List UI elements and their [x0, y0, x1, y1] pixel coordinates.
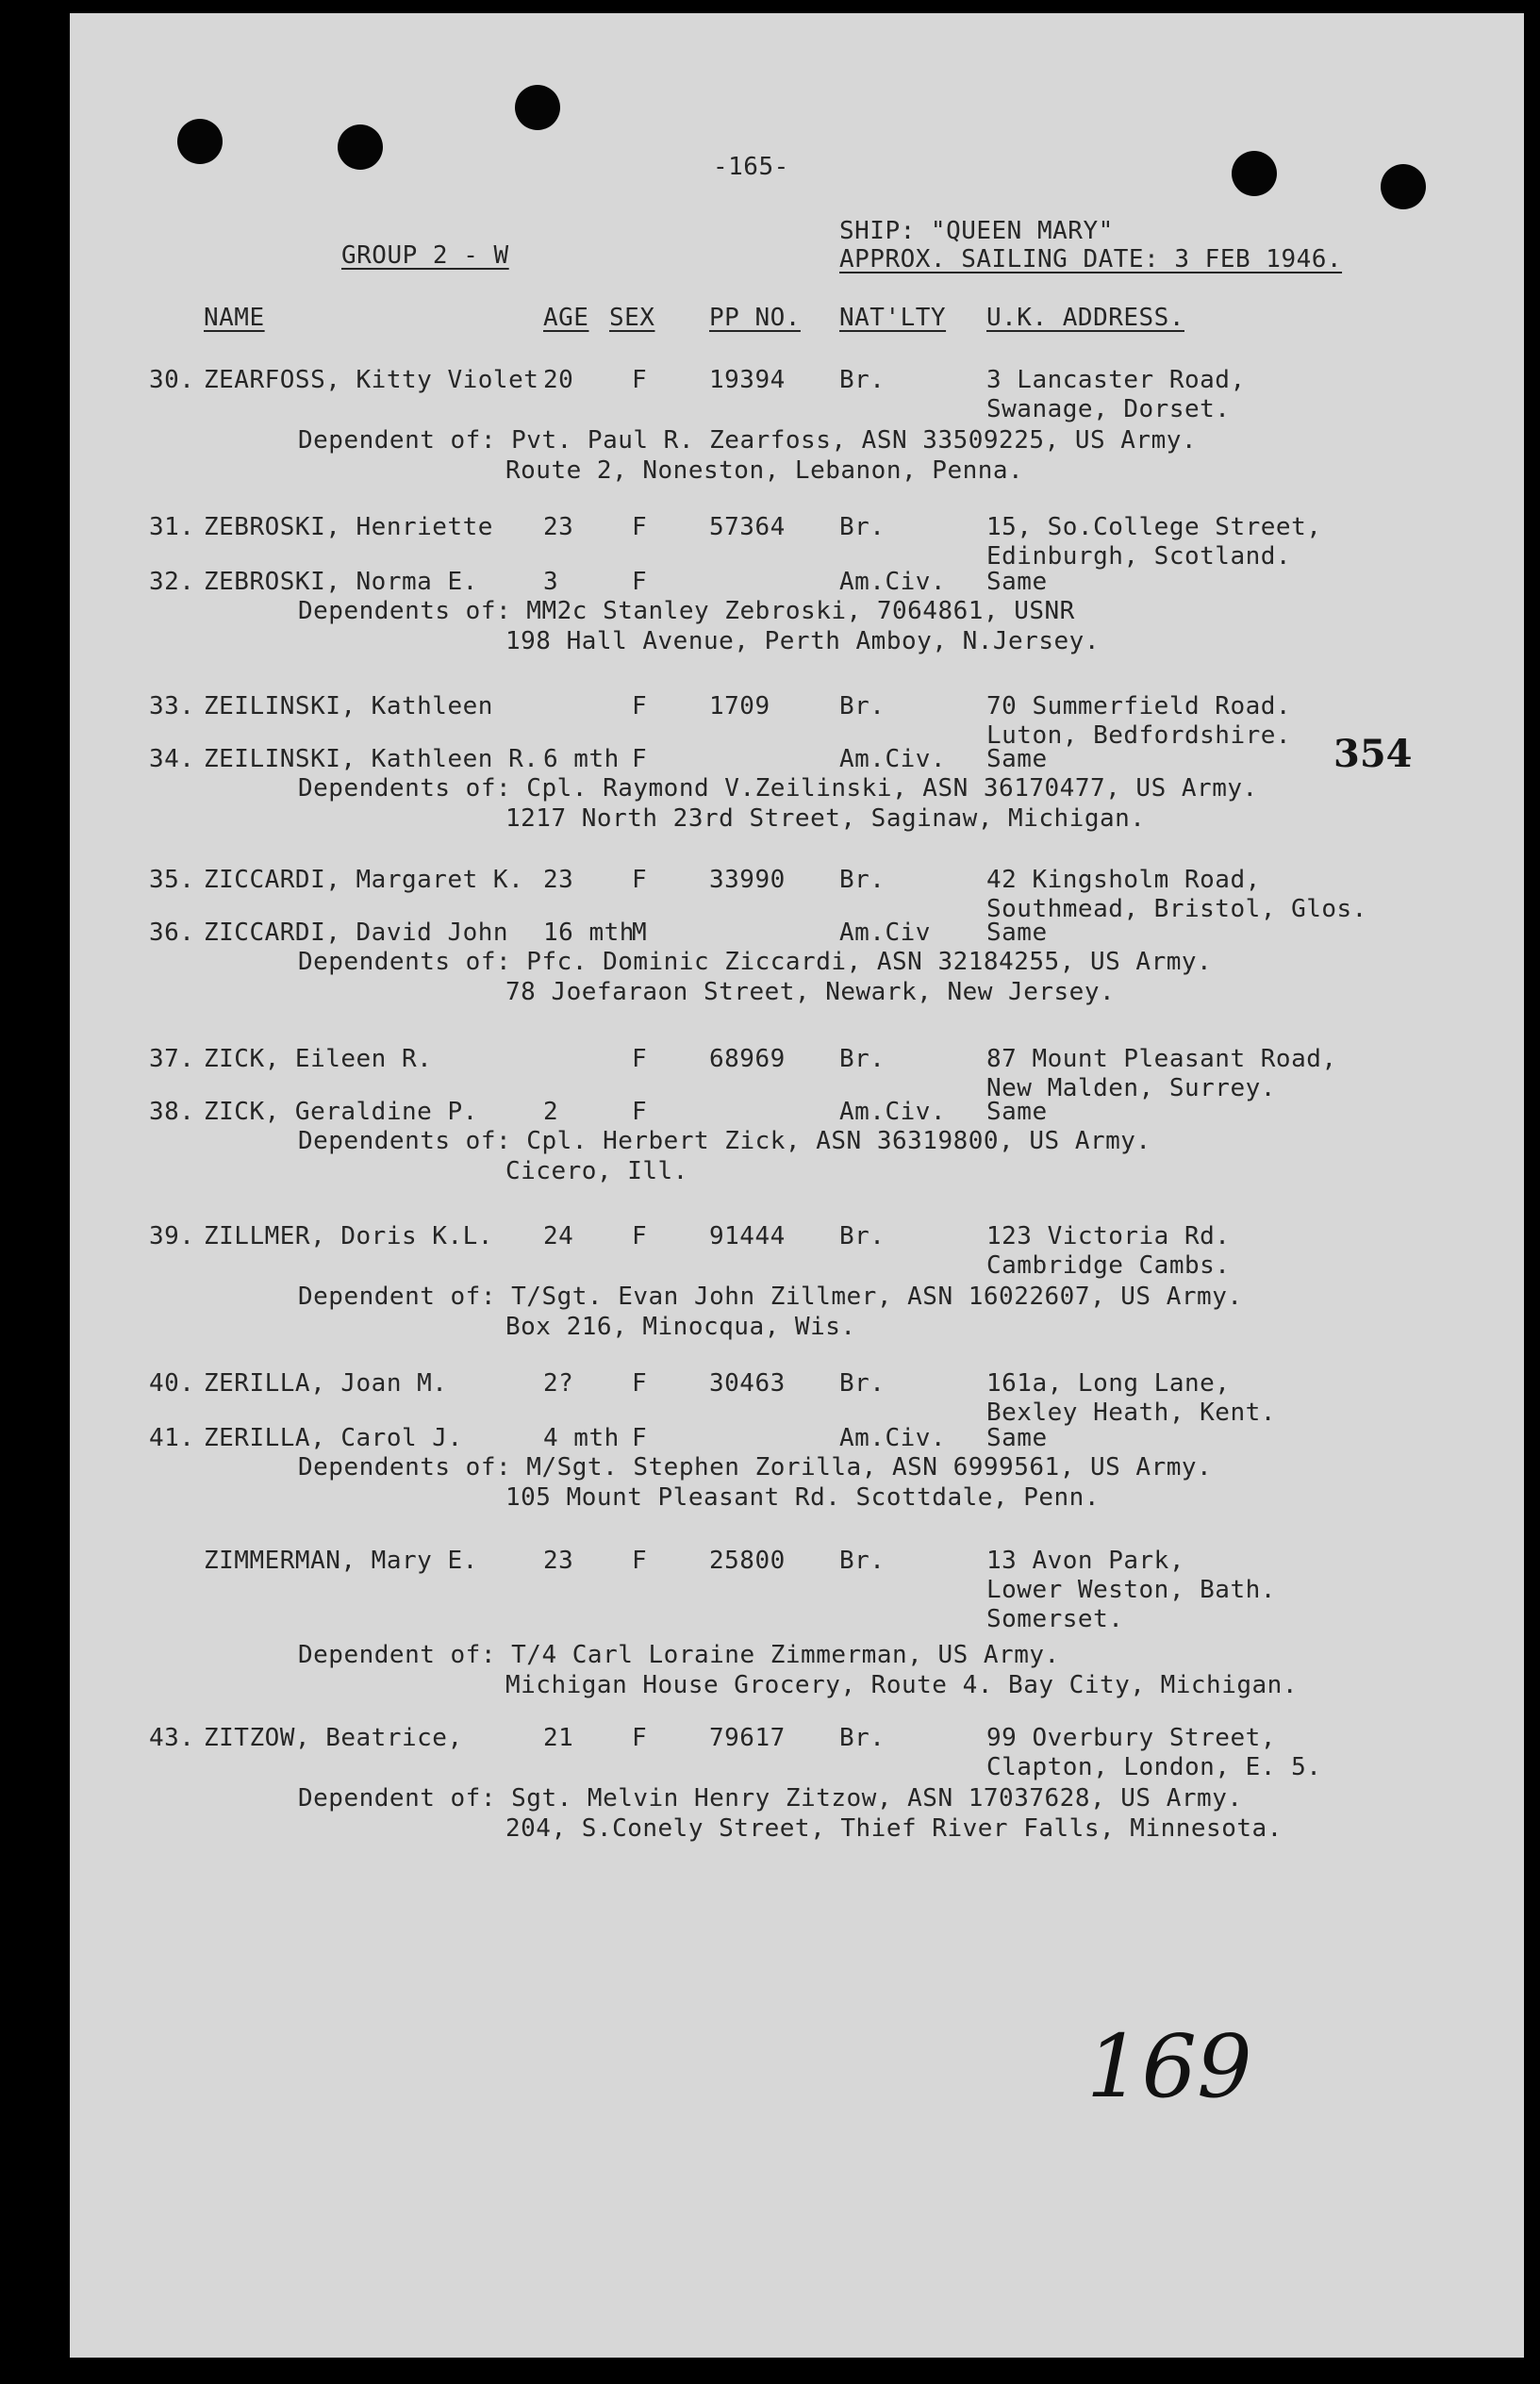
- col-pp-no: PP NO.: [709, 304, 801, 332]
- passenger-name: ZICCARDI, Margaret K.: [204, 866, 524, 894]
- uk-address-line: Somerset.: [986, 1605, 1124, 1633]
- passenger-age: 2?: [543, 1369, 574, 1398]
- dependent-address-line: Cicero, Ill.: [505, 1157, 688, 1185]
- col-uk-address: U.K. ADDRESS.: [986, 304, 1184, 332]
- row-number: 43.: [149, 1724, 195, 1752]
- uk-address-line: Clapton, London, E. 5.: [986, 1753, 1322, 1781]
- passenger-sex: F: [632, 1724, 648, 1752]
- nationality: Br.: [839, 1724, 886, 1752]
- nationality: Am.Civ: [839, 919, 931, 947]
- passport-number: 19394: [709, 366, 786, 394]
- ship-name: SHIP: "QUEEN MARY": [839, 217, 1114, 245]
- passenger-age: 24: [543, 1222, 574, 1250]
- row-number: 37.: [149, 1045, 195, 1073]
- passenger-name: ZERILLA, Carol J.: [204, 1424, 463, 1452]
- uk-address-line: Edinburgh, Scotland.: [986, 542, 1292, 571]
- nationality: Am.Civ.: [839, 1098, 947, 1126]
- punch-hole: [515, 85, 560, 130]
- nationality: Am.Civ.: [839, 745, 947, 773]
- row-number: 31.: [149, 513, 195, 541]
- passenger-age: 2: [543, 1098, 559, 1126]
- dependent-of-line: Dependents of: Pfc. Dominic Ziccardi, ASN 32184255, US Army.: [298, 948, 1213, 976]
- dependent-address-line: 105 Mount Pleasant Rd. Scottdale, Penn.: [505, 1483, 1100, 1512]
- row-number: 39.: [149, 1222, 195, 1250]
- passport-number: 57364: [709, 513, 786, 541]
- passenger-age: 23: [543, 513, 574, 541]
- passenger-name: ZEILINSKI, Kathleen R.: [204, 745, 539, 773]
- passport-number: 79617: [709, 1724, 786, 1752]
- nationality: Br.: [839, 366, 886, 394]
- passenger-sex: F: [632, 692, 648, 720]
- dependent-of-line: Dependents of: M/Sgt. Stephen Zorilla, ASN 6999561, US Army.: [298, 1453, 1213, 1482]
- uk-address-line: Cambridge Cambs.: [986, 1251, 1231, 1280]
- uk-address-line: Same: [986, 1424, 1048, 1452]
- nationality: Br.: [839, 1045, 886, 1073]
- nationality: Br.: [839, 513, 886, 541]
- dependent-of-line: Dependents of: Cpl. Raymond V.Zeilinski, ASN 36170477, US Army.: [298, 774, 1258, 803]
- dependent-of-line: Dependent of: Sgt. Melvin Henry Zitzow, ASN 17037628, US Army.: [298, 1784, 1243, 1813]
- dependent-of-line: Dependents of: Cpl. Herbert Zick, ASN 36319800, US Army.: [298, 1127, 1151, 1155]
- passenger-sex: F: [632, 1098, 648, 1126]
- passenger-age: 21: [543, 1724, 574, 1752]
- passenger-age: 16 mth: [543, 919, 635, 947]
- passenger-name: ZERILLA, Joan M.: [204, 1369, 448, 1398]
- nationality: Br.: [839, 1369, 886, 1398]
- passenger-sex: F: [632, 366, 648, 394]
- passenger-name: ZEILINSKI, Kathleen: [204, 692, 493, 720]
- row-number: 30.: [149, 366, 195, 394]
- uk-address-line: 15, So.College Street,: [986, 513, 1322, 541]
- passenger-name: ZICK, Geraldine P.: [204, 1098, 478, 1126]
- dependent-address-line: 204, S.Conely Street, Thief River Falls, Minnesota.: [505, 1814, 1283, 1843]
- passenger-age: 4 mth: [543, 1424, 620, 1452]
- punch-hole: [1381, 164, 1426, 209]
- passenger-age: 23: [543, 1547, 574, 1575]
- col-sex: SEX: [609, 304, 655, 332]
- col-name: NAME: [204, 304, 265, 332]
- uk-address-line: Lower Weston, Bath.: [986, 1576, 1276, 1604]
- uk-address-line: Same: [986, 919, 1048, 947]
- uk-address-line: 87 Mount Pleasant Road,: [986, 1045, 1337, 1073]
- passenger-sex: F: [632, 866, 648, 894]
- dependent-of-line: Dependent of: T/Sgt. Evan John Zillmer, ASN 16022607, US Army.: [298, 1283, 1243, 1311]
- passenger-sex: F: [632, 1045, 648, 1073]
- row-number: 32.: [149, 568, 195, 596]
- row-number: 41.: [149, 1424, 195, 1452]
- uk-address-line: Same: [986, 568, 1048, 596]
- uk-address-line: Same: [986, 1098, 1048, 1126]
- passenger-age: 23: [543, 866, 574, 894]
- row-number: 33.: [149, 692, 195, 720]
- passenger-age: 6 mth: [543, 745, 620, 773]
- passenger-name: ZITZOW, Beatrice,: [204, 1724, 463, 1752]
- passenger-age: 20: [543, 366, 574, 394]
- passport-number: 25800: [709, 1547, 786, 1575]
- nationality: Am.Civ.: [839, 568, 947, 596]
- passport-number: 68969: [709, 1045, 786, 1073]
- uk-address-line: 70 Summerfield Road.: [986, 692, 1292, 720]
- uk-address-line: Luton, Bedfordshire.: [986, 721, 1292, 750]
- uk-address-line: 42 Kingsholm Road,: [986, 866, 1261, 894]
- stamp-number: 354: [1333, 732, 1413, 776]
- passenger-sex: F: [632, 1424, 648, 1452]
- col-nationality: NAT'LTY: [839, 304, 947, 332]
- passenger-name: ZILLMER, Doris K.L.: [204, 1222, 493, 1250]
- passenger-sex: F: [632, 1369, 648, 1398]
- row-number: 35.: [149, 866, 195, 894]
- dependent-of-line: Dependent of: T/4 Carl Loraine Zimmerman, US Army.: [298, 1641, 1060, 1669]
- sailing-date: APPROX. SAILING DATE: 3 FEB 1946.: [839, 245, 1343, 273]
- uk-address-line: 99 Overbury Street,: [986, 1724, 1276, 1752]
- uk-address-line: 123 Victoria Rd.: [986, 1222, 1231, 1250]
- uk-address-line: 13 Avon Park,: [986, 1547, 1184, 1575]
- document-page: [70, 13, 1524, 2358]
- uk-address-line: Same: [986, 745, 1048, 773]
- passenger-sex: M: [632, 919, 648, 947]
- dependent-address-line: 198 Hall Avenue, Perth Amboy, N.Jersey.: [505, 627, 1100, 655]
- passenger-sex: F: [632, 1222, 648, 1250]
- passenger-name: ZEBROSKI, Norma E.: [204, 568, 478, 596]
- dependent-address-line: Box 216, Minocqua, Wis.: [505, 1313, 856, 1341]
- nationality: Br.: [839, 1222, 886, 1250]
- passenger-name: ZICK, Eileen R.: [204, 1045, 433, 1073]
- row-number: 36.: [149, 919, 195, 947]
- passenger-age: 3: [543, 568, 559, 596]
- dependent-of-line: Dependent of: Pvt. Paul R. Zearfoss, ASN 33509225, US Army.: [298, 426, 1198, 455]
- passport-number: 1709: [709, 692, 770, 720]
- row-number: 38.: [149, 1098, 195, 1126]
- nationality: Br.: [839, 692, 886, 720]
- punch-hole: [177, 119, 223, 164]
- uk-address-line: 161a, Long Lane,: [986, 1369, 1231, 1398]
- dependent-of-line: Dependents of: MM2c Stanley Zebroski, 7064861, USNR: [298, 597, 1075, 625]
- passenger-sex: F: [632, 568, 648, 596]
- handwritten-number: 169: [1086, 2016, 1252, 2117]
- passenger-name: ZEARFOSS, Kitty Violet: [204, 366, 539, 394]
- nationality: Br.: [839, 866, 886, 894]
- passenger-sex: F: [632, 513, 648, 541]
- group-label: GROUP 2 - W: [341, 241, 509, 270]
- nationality: Br.: [839, 1547, 886, 1575]
- row-number: 34.: [149, 745, 195, 773]
- uk-address-line: Southmead, Bristol, Glos.: [986, 895, 1367, 923]
- dependent-address-line: Route 2, Noneston, Lebanon, Penna.: [505, 456, 1024, 485]
- col-age: AGE: [543, 304, 589, 332]
- dependent-address-line: 1217 North 23rd Street, Saginaw, Michigan.: [505, 804, 1146, 833]
- punch-hole: [1232, 151, 1277, 196]
- dependent-address-line: Michigan House Grocery, Route 4. Bay City, Michigan.: [505, 1671, 1298, 1699]
- passenger-name: ZIMMERMAN, Mary E.: [204, 1547, 478, 1575]
- punch-hole: [338, 124, 383, 170]
- page-number: -165-: [713, 153, 789, 181]
- uk-address-line: New Malden, Surrey.: [986, 1074, 1276, 1102]
- passenger-sex: F: [632, 745, 648, 773]
- passenger-name: ZICCARDI, David John: [204, 919, 509, 947]
- passport-number: 33990: [709, 866, 786, 894]
- uk-address-line: Swanage, Dorset.: [986, 395, 1231, 423]
- dependent-address-line: 78 Joefaraon Street, Newark, New Jersey.: [505, 978, 1116, 1006]
- nationality: Am.Civ.: [839, 1424, 947, 1452]
- passport-number: 91444: [709, 1222, 786, 1250]
- uk-address-line: 3 Lancaster Road,: [986, 366, 1246, 394]
- passenger-name: ZEBROSKI, Henriette: [204, 513, 493, 541]
- row-number: 40.: [149, 1369, 195, 1398]
- passport-number: 30463: [709, 1369, 786, 1398]
- uk-address-line: Bexley Heath, Kent.: [986, 1399, 1276, 1427]
- passenger-sex: F: [632, 1547, 648, 1575]
